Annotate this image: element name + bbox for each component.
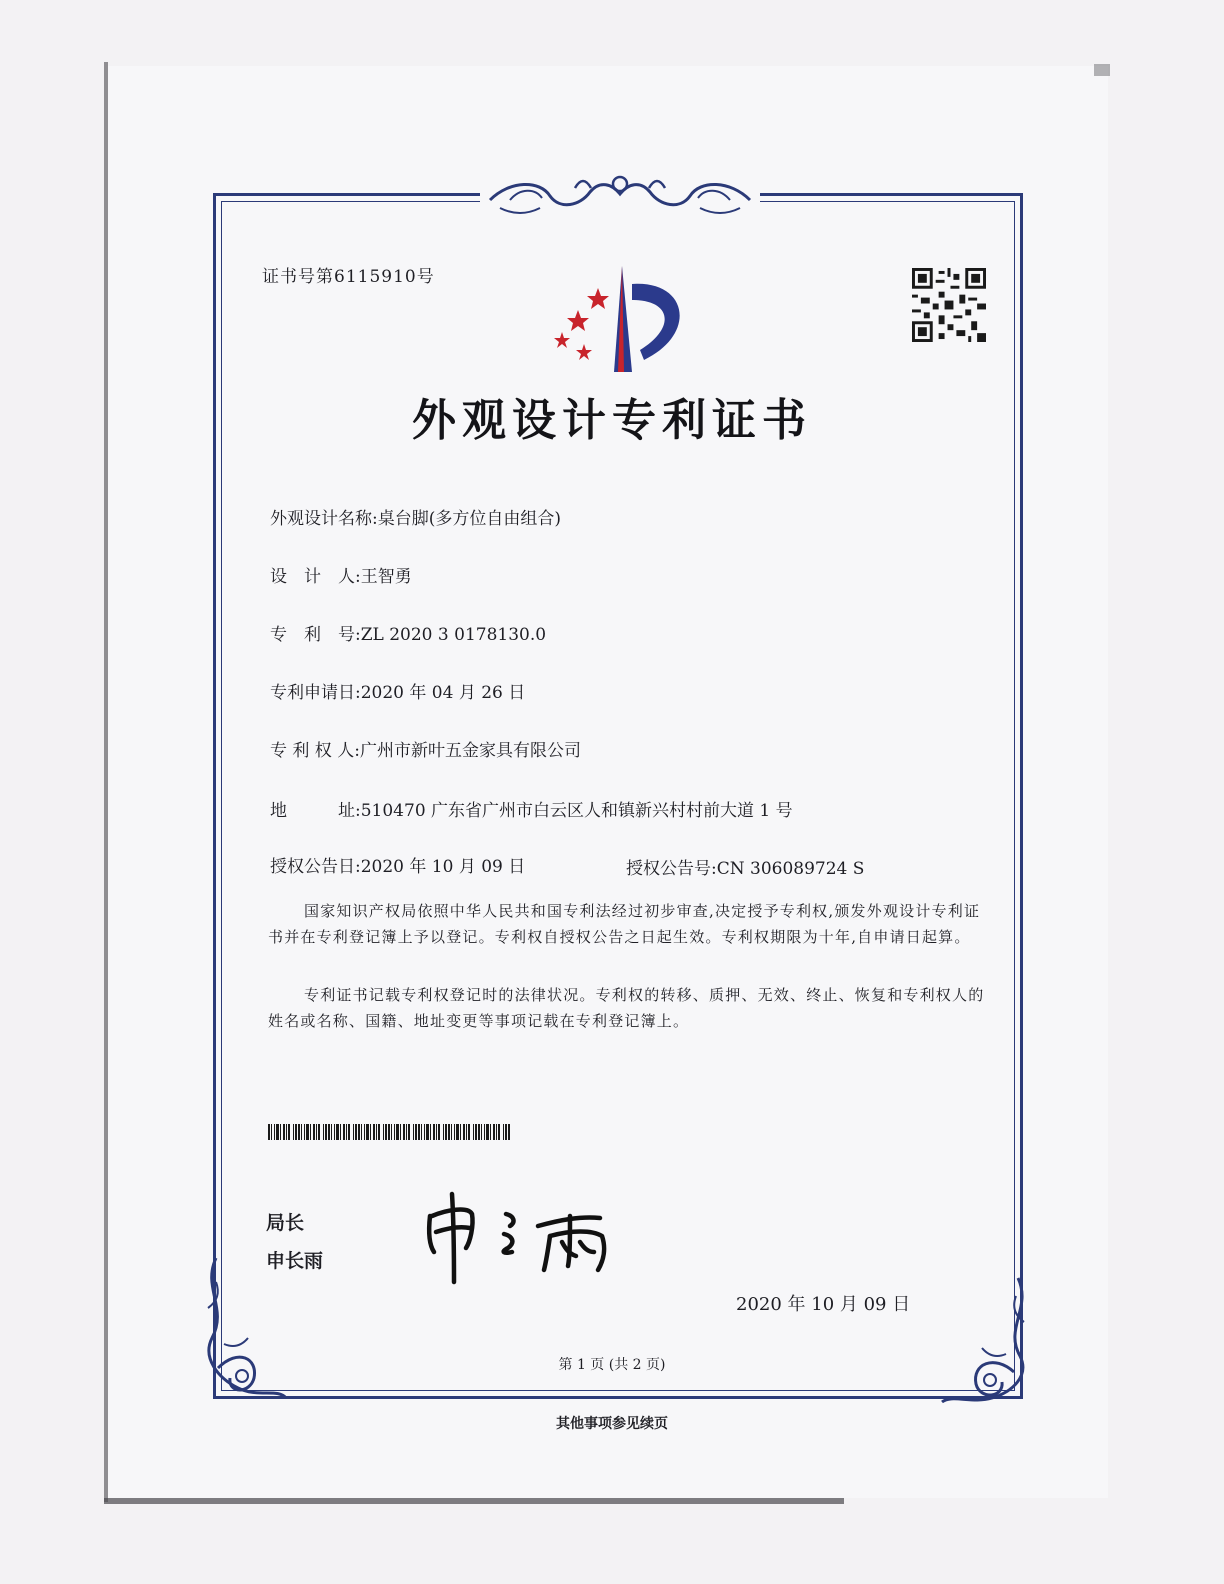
barcode-bar bbox=[328, 1124, 330, 1140]
barcode-bar bbox=[468, 1124, 470, 1140]
address-value: 510470 广东省广州市白云区人和镇新兴村村前大道 1 号 bbox=[360, 801, 793, 821]
statement-paragraph-2: 专利证书记载专利权登记时的法律状况。专利权的转移、质押、无效、终止、恢复和专利权人的姓名或名称、国籍、地址变更等事项记载在专利登记簿上。 bbox=[268, 986, 985, 1030]
filing-date-value: 2020 年 04 月 26 日 bbox=[360, 683, 526, 703]
barcode-bar bbox=[313, 1124, 315, 1140]
barcode-bar bbox=[481, 1124, 482, 1140]
barcode-bar bbox=[268, 1124, 270, 1140]
barcode-bar bbox=[280, 1124, 281, 1140]
barcode-bar bbox=[355, 1124, 357, 1140]
barcode-bar bbox=[378, 1124, 380, 1140]
scan-corner bbox=[1094, 64, 1110, 76]
scan-edge-bottom bbox=[104, 1498, 844, 1504]
barcode-bar bbox=[304, 1124, 305, 1140]
barcode-bar bbox=[376, 1124, 377, 1140]
barcode-bar bbox=[373, 1124, 375, 1140]
grant-no-value: CN 306089724 S bbox=[716, 859, 865, 879]
barcode-bar bbox=[498, 1124, 500, 1140]
designer-value: 王智勇 bbox=[360, 567, 412, 587]
barcode-bar bbox=[454, 1124, 455, 1140]
barcode-bar bbox=[316, 1124, 317, 1140]
barcode-bar bbox=[323, 1124, 324, 1140]
barcode-bar bbox=[475, 1124, 477, 1140]
barcode-bar bbox=[484, 1124, 485, 1140]
field-design-name bbox=[270, 504, 561, 529]
director-name: 申长雨 bbox=[266, 1250, 324, 1272]
design-name-label: 外观设计名称: bbox=[270, 509, 378, 529]
barcode-bar bbox=[298, 1124, 300, 1140]
barcode-bar bbox=[293, 1124, 294, 1140]
filing-date-label: 专利申请日: bbox=[270, 683, 361, 703]
barcode-bar bbox=[334, 1124, 335, 1140]
statement-paragraph-1: 国家知识产权局依照中华人民共和国专利法经过初步审查,决定授予专利权,颁发外观设计专利证书并在专利登记簿上予以登记。专利权自授权公告之日起生效。专利权期限为十年,自申请日起算。 bbox=[268, 902, 981, 946]
barcode-bar bbox=[295, 1124, 297, 1140]
barcode-bar bbox=[426, 1124, 429, 1140]
patentee-label: 专 利 权 人: bbox=[270, 741, 360, 761]
barcode-bar bbox=[433, 1124, 435, 1140]
field-address bbox=[270, 796, 793, 821]
barcode-bar bbox=[358, 1124, 360, 1140]
address-label: 地 址: bbox=[270, 801, 361, 821]
grant-no-label: 授权公告号: bbox=[626, 859, 717, 879]
barcode-bar bbox=[473, 1124, 474, 1140]
barcode-bar bbox=[394, 1124, 395, 1140]
barcode-bar bbox=[508, 1124, 510, 1140]
barcode-bar bbox=[460, 1124, 461, 1140]
barcode-bar bbox=[493, 1124, 495, 1140]
barcode-bar bbox=[445, 1124, 447, 1140]
barcode-bar bbox=[348, 1124, 350, 1140]
barcode-bar bbox=[336, 1124, 339, 1140]
barcode-bar bbox=[503, 1124, 504, 1140]
designer-label: 设 计 人: bbox=[270, 567, 361, 587]
barcode-bar bbox=[346, 1124, 347, 1140]
barcode-bar bbox=[366, 1124, 369, 1140]
patent-no-label: 专 利 号: bbox=[270, 625, 361, 645]
barcode-bar bbox=[436, 1124, 437, 1140]
patent-no-value: ZL 2020 3 0178130.0 bbox=[360, 625, 547, 645]
barcode-bar bbox=[430, 1124, 431, 1140]
field-filing-date bbox=[270, 678, 525, 703]
barcode-bar bbox=[310, 1124, 311, 1140]
barcode-bar bbox=[505, 1124, 507, 1140]
barcode-bar bbox=[364, 1124, 365, 1140]
bottom-right-ornament bbox=[938, 1272, 1034, 1412]
barcode-bar bbox=[408, 1124, 410, 1140]
barcode-bar bbox=[288, 1124, 290, 1140]
barcode-bar bbox=[301, 1124, 302, 1140]
barcode-bar bbox=[413, 1124, 414, 1140]
barcode-bar bbox=[486, 1124, 489, 1140]
barcode-bar bbox=[318, 1124, 320, 1140]
barcode-bar bbox=[286, 1124, 287, 1140]
field-grant-date bbox=[270, 852, 525, 877]
issue-date: 2020 年 10 月 09 日 bbox=[736, 1294, 911, 1315]
barcode-bar bbox=[306, 1124, 309, 1140]
director-signature bbox=[420, 1186, 630, 1286]
cnipa-emblem-icon bbox=[548, 262, 698, 376]
barcode-bar bbox=[283, 1124, 285, 1140]
patentee-value: 广州市新叶五金家具有限公司 bbox=[359, 741, 581, 761]
barcode-bar bbox=[496, 1124, 497, 1140]
barcode-bar bbox=[340, 1124, 341, 1140]
barcode-bar bbox=[276, 1124, 279, 1140]
barcode-bar bbox=[438, 1124, 440, 1140]
barcode-bar bbox=[478, 1124, 480, 1140]
barcode-bar bbox=[463, 1124, 465, 1140]
field-designer bbox=[270, 562, 412, 587]
barcode-bar bbox=[385, 1124, 387, 1140]
design-name-value: 桌台脚(多方位自由组合) bbox=[377, 509, 561, 529]
barcode-bar bbox=[391, 1124, 392, 1140]
barcode-bar bbox=[343, 1124, 345, 1140]
field-grant-no bbox=[626, 854, 864, 879]
grant-date-value: 2020 年 10 月 09 日 bbox=[360, 857, 526, 877]
grant-date-label: 授权公告日: bbox=[270, 857, 361, 877]
barcode-bar bbox=[331, 1124, 332, 1140]
see-next-page-note: 其他事项参见续页 bbox=[556, 1416, 668, 1432]
barcode-bar bbox=[443, 1124, 444, 1140]
certificate-number: 证书号第6115910号 bbox=[262, 267, 435, 287]
barcode-bar bbox=[415, 1124, 417, 1140]
barcode-bar bbox=[466, 1124, 467, 1140]
barcode-icon bbox=[268, 1124, 512, 1140]
barcode-bar bbox=[490, 1124, 491, 1140]
barcode-bar bbox=[403, 1124, 405, 1140]
barcode-bar bbox=[353, 1124, 354, 1140]
page-number: 第 1 页 (共 2 页) bbox=[558, 1357, 666, 1373]
barcode-bar bbox=[370, 1124, 371, 1140]
barcode-bar bbox=[361, 1124, 362, 1140]
qr-code-icon[interactable] bbox=[912, 268, 986, 342]
barcode-bar bbox=[451, 1124, 452, 1140]
barcode-bar bbox=[271, 1124, 272, 1140]
barcode-bar bbox=[456, 1124, 459, 1140]
barcode-bar bbox=[388, 1124, 390, 1140]
barcode-bar bbox=[421, 1124, 422, 1140]
barcode-bar bbox=[400, 1124, 401, 1140]
field-patent-no bbox=[270, 620, 546, 645]
certificate-title: 外观设计专利证书 bbox=[412, 395, 812, 446]
barcode-bar bbox=[418, 1124, 420, 1140]
barcode-bar bbox=[448, 1124, 450, 1140]
barcode-bar bbox=[406, 1124, 407, 1140]
director-title: 局长 bbox=[266, 1212, 305, 1234]
top-ornament bbox=[480, 170, 760, 222]
barcode-bar bbox=[383, 1124, 384, 1140]
barcode-bar bbox=[325, 1124, 327, 1140]
barcode-bar bbox=[274, 1124, 275, 1140]
field-patentee bbox=[270, 736, 581, 761]
barcode-bar bbox=[396, 1124, 399, 1140]
barcode-bar bbox=[424, 1124, 425, 1140]
